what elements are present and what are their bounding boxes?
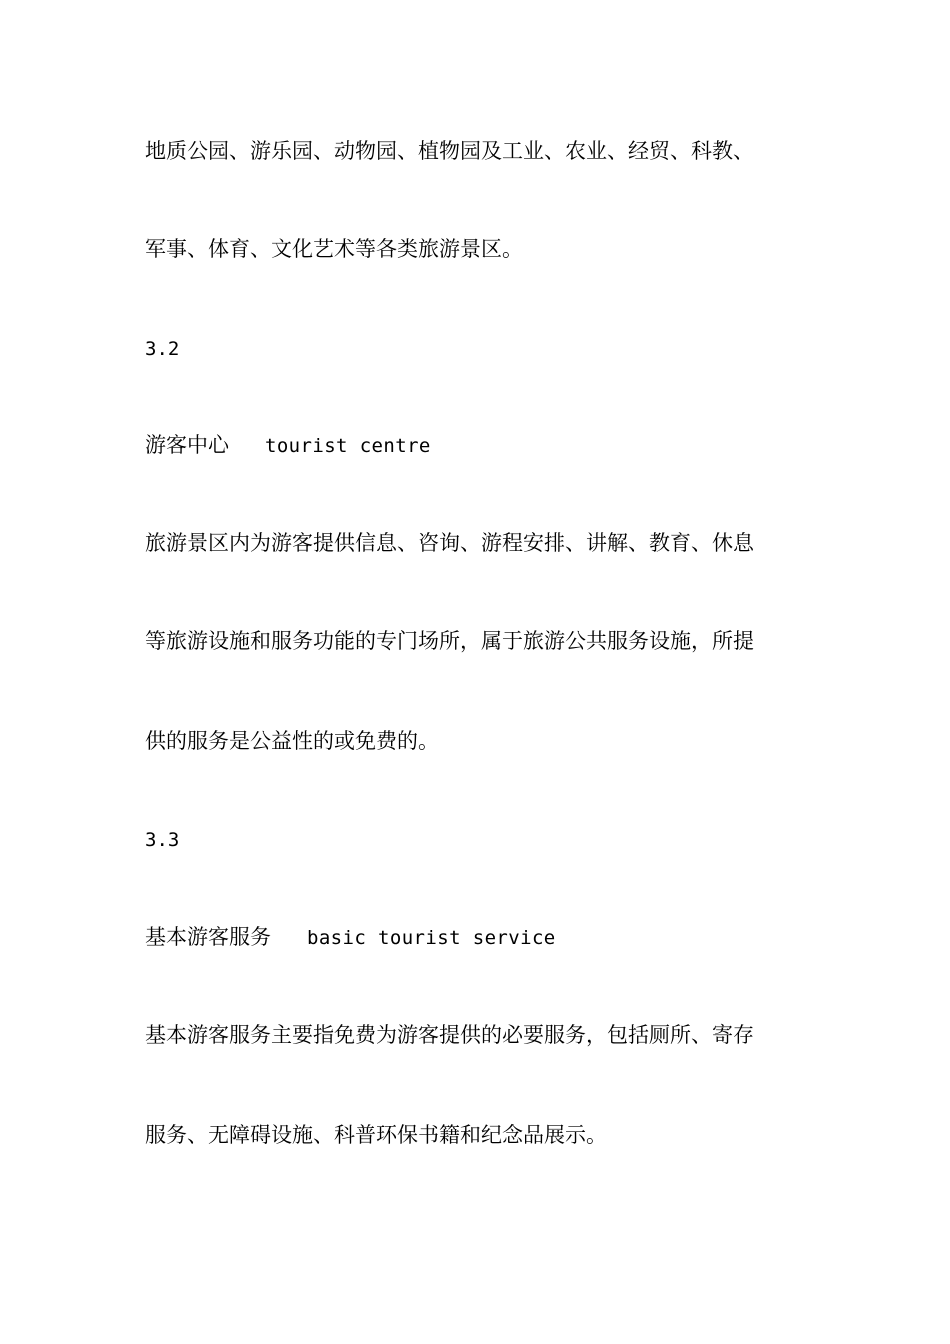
paragraph-line: 地质公园、游乐园、动物园、植物园及工业、农业、经贸、科教、 (145, 139, 754, 163)
term-english: tourist centre (265, 435, 431, 457)
term-chinese: 游客中心 (145, 433, 229, 457)
paragraph-line: 服务、无障碍设施、科普环保书籍和纪念品展示。 (145, 1123, 607, 1147)
section-number: 3.2 (145, 338, 180, 360)
paragraph-line: 基本游客服务主要指免费为游客提供的必要服务，包括厕所、寄存 (145, 1023, 754, 1047)
term-english: basic tourist service (307, 927, 556, 949)
term-heading (145, 922, 556, 953)
term-chinese: 基本游客服务 (145, 925, 271, 949)
paragraph-line: 军事、体育、文化艺术等各类旅游景区。 (145, 237, 523, 261)
paragraph-line: 供的服务是公益性的或免费的。 (145, 729, 439, 753)
paragraph-line: 旅游景区内为游客提供信息、咨询、游程安排、讲解、教育、休息 (145, 531, 754, 555)
paragraph-line: 等旅游设施和服务功能的专门场所，属于旅游公共服务设施，所提 (145, 629, 754, 653)
term-heading (145, 430, 431, 461)
section-number: 3.3 (145, 829, 180, 851)
